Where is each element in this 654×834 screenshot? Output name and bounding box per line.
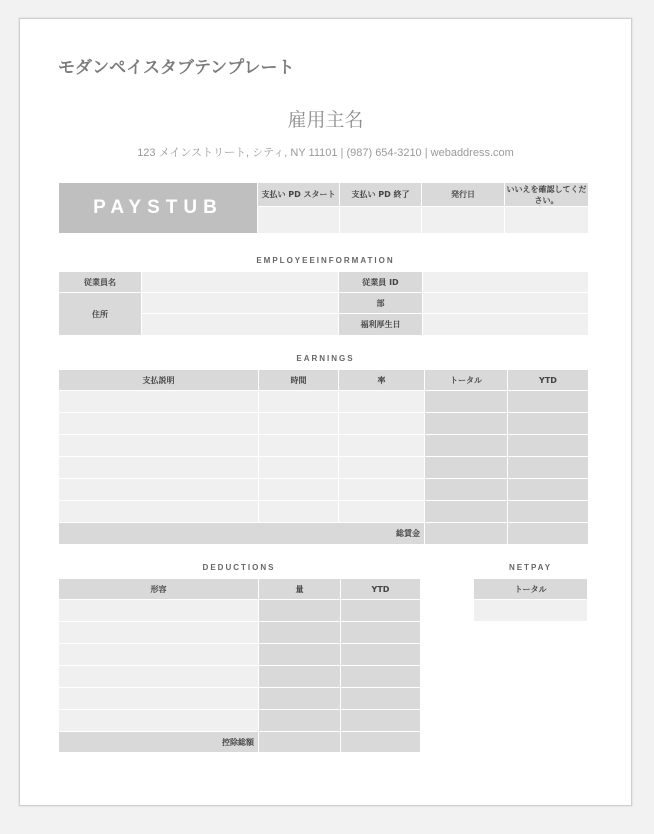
employer-name: 雇用主名 [287, 109, 364, 131]
gross-pay-ytd-cell[interactable] [508, 523, 589, 545]
deductions-amount-header: 量 [259, 579, 341, 600]
table-cell[interactable] [259, 457, 339, 479]
table-cell[interactable] [259, 435, 339, 457]
table-row [59, 600, 421, 622]
total-deductions-ytd-cell[interactable] [341, 732, 421, 753]
table-cell[interactable] [259, 413, 339, 435]
table-cell[interactable] [339, 457, 425, 479]
table-cell[interactable] [259, 710, 341, 732]
department-cell[interactable] [423, 293, 589, 314]
table-cell[interactable] [259, 666, 341, 688]
address-label: 住所 [59, 293, 142, 336]
table-cell[interactable] [425, 391, 508, 413]
table-cell[interactable] [59, 600, 259, 622]
table-cell[interactable] [59, 479, 259, 501]
table-row [59, 479, 589, 501]
table-cell[interactable] [341, 710, 421, 732]
table-row [59, 457, 589, 479]
table-cell[interactable] [339, 391, 425, 413]
earnings-description-header: 支払説明 [59, 370, 259, 391]
paystub-label: PAYSTUB [59, 183, 258, 234]
document-page [19, 18, 632, 806]
table-cell[interactable] [259, 391, 339, 413]
net-pay-total-header: トータル [474, 579, 588, 600]
pay-period-end-cell[interactable] [340, 207, 422, 234]
deductions-description-header: 形容 [59, 579, 259, 600]
table-cell[interactable] [508, 435, 589, 457]
table-cell[interactable] [508, 501, 589, 523]
table-cell[interactable] [339, 435, 425, 457]
table-cell[interactable] [339, 501, 425, 523]
employee-name-label: 従業員名 [59, 272, 142, 293]
table-cell[interactable] [59, 644, 259, 666]
table-cell[interactable] [341, 666, 421, 688]
table-row [59, 501, 589, 523]
table-cell[interactable] [341, 688, 421, 710]
table-cell[interactable] [59, 622, 259, 644]
earnings-title: EARNINGS [296, 354, 355, 363]
pay-period-start-header: 支払い PD スタート [258, 183, 340, 207]
table-row [59, 435, 589, 457]
table-cell[interactable] [341, 622, 421, 644]
table-row [59, 413, 589, 435]
total-deductions-label: 控除総額 [59, 732, 259, 753]
table-cell[interactable] [341, 600, 421, 622]
gross-pay-total-cell[interactable] [425, 523, 508, 545]
table-cell[interactable] [341, 644, 421, 666]
issue-date-header: 発行日 [422, 183, 505, 207]
table-cell[interactable] [508, 457, 589, 479]
earnings-ytd-header: YTD [508, 370, 589, 391]
table-cell[interactable] [59, 391, 259, 413]
table-cell[interactable] [59, 501, 259, 523]
table-cell[interactable] [59, 435, 259, 457]
department-label: 部 [339, 293, 423, 314]
table-cell[interactable] [59, 457, 259, 479]
earnings-table [58, 369, 589, 545]
table-cell[interactable] [425, 435, 508, 457]
net-pay-total-cell[interactable] [474, 600, 588, 622]
employer-address: 123 メインストリート, シティ, NY 11101 | (987) 654-3210 | webaddress.com [137, 147, 514, 159]
table-row [59, 666, 421, 688]
table-cell[interactable] [259, 501, 339, 523]
employee-id-label: 従業員 ID [339, 272, 423, 293]
pay-period-end-header: 支払い PD 終了 [340, 183, 422, 207]
table-cell[interactable] [59, 688, 259, 710]
table-cell[interactable] [339, 413, 425, 435]
table-cell[interactable] [425, 479, 508, 501]
table-cell[interactable] [425, 457, 508, 479]
earnings-total-header: トータル [425, 370, 508, 391]
gross-pay-label: 総賃金 [59, 523, 425, 545]
issue-date-cell[interactable] [422, 207, 505, 234]
earnings-rate-header: 率 [339, 370, 425, 391]
table-row [59, 688, 421, 710]
table-cell[interactable] [425, 501, 508, 523]
employee-info-title: EMPLOYEEINFORMATION [256, 256, 395, 265]
table-cell[interactable] [508, 391, 589, 413]
table-cell[interactable] [59, 666, 259, 688]
check-number-header: いいえを確認してください。 [506, 184, 587, 205]
paystub-header-table [58, 182, 589, 234]
table-cell[interactable] [508, 479, 589, 501]
net-pay-title: NETPAY [508, 563, 553, 572]
table-cell[interactable] [259, 622, 341, 644]
address-cell-1[interactable] [142, 293, 339, 314]
table-cell[interactable] [339, 479, 425, 501]
deductions-ytd-header: YTD [341, 579, 421, 600]
table-cell[interactable] [259, 688, 341, 710]
employee-name-cell[interactable] [142, 272, 339, 293]
table-cell[interactable] [259, 600, 341, 622]
table-cell[interactable] [425, 413, 508, 435]
table-cell[interactable] [259, 479, 339, 501]
welfare-date-cell[interactable] [423, 314, 589, 336]
table-row [59, 644, 421, 666]
total-deductions-amount-cell[interactable] [259, 732, 341, 753]
earnings-hours-header: 時間 [259, 370, 339, 391]
table-cell[interactable] [59, 413, 259, 435]
table-cell[interactable] [259, 644, 341, 666]
table-row [59, 622, 421, 644]
document-title: モダンペイスタブテンプレート [58, 58, 295, 78]
table-cell[interactable] [59, 710, 259, 732]
deductions-table [58, 578, 421, 753]
net-pay-table [473, 578, 588, 622]
employee-id-cell[interactable] [423, 272, 589, 293]
table-row [59, 710, 421, 732]
table-cell[interactable] [508, 413, 589, 435]
table-row [59, 391, 589, 413]
deductions-title: DEDUCTIONS [202, 563, 276, 572]
check-number-cell[interactable] [505, 207, 589, 234]
employee-info-table [58, 271, 589, 336]
pay-period-start-cell[interactable] [258, 207, 340, 234]
address-cell-2[interactable] [142, 314, 339, 336]
welfare-date-label: 福利厚生日 [339, 314, 423, 336]
